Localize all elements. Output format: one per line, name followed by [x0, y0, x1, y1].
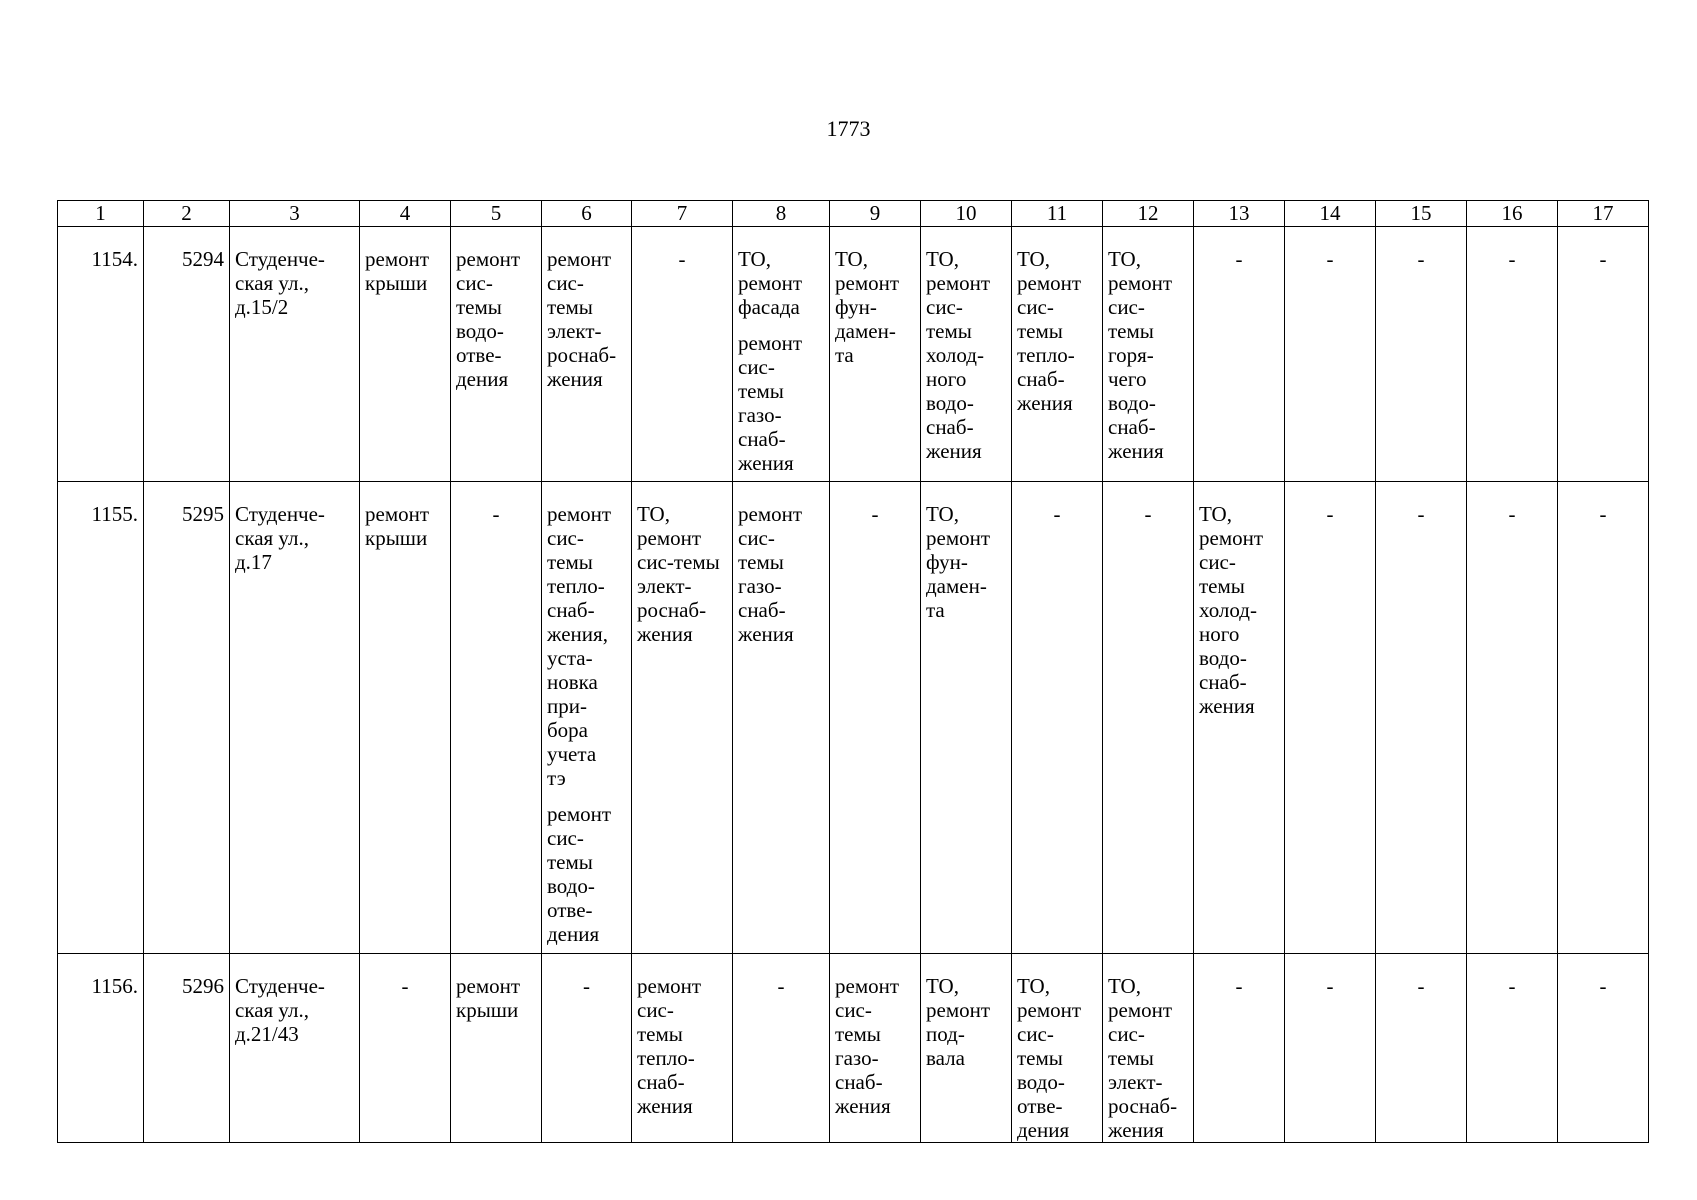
- column-header: 6: [542, 201, 632, 227]
- address-cell-text: Студенче- ская ул., д.15/2: [235, 247, 325, 319]
- work-cell-col-5: [451, 954, 542, 1143]
- work-text: ТО, ремонт сис- темы водо- отве- дения: [1017, 974, 1082, 1142]
- empty-dash: -: [1326, 502, 1334, 526]
- column-header: 15: [1376, 201, 1467, 227]
- object-code-cell-text: 5294: [182, 247, 224, 271]
- empty-dash: -: [1599, 247, 1607, 271]
- work-text: ТО, ремонт сис- темы холод- ного водо- снаб- жения: [1199, 502, 1264, 718]
- work-cell-col-6: [542, 954, 632, 1143]
- work-cell-col-17: [1558, 482, 1649, 954]
- work-cell-col-5: [451, 482, 542, 954]
- work-cell-col-7: [632, 954, 733, 1143]
- object-code-cell-text: 5295: [182, 502, 224, 526]
- column-header: 2: [144, 201, 230, 227]
- work-cell-col-4: [360, 227, 451, 482]
- column-header: 7: [632, 201, 733, 227]
- object-code-cell: [144, 482, 230, 954]
- work-text: ремонт сис- темы водо- отве- дения: [456, 247, 521, 391]
- row-number-cell: [58, 227, 144, 482]
- work-cell-col-6: [542, 482, 632, 954]
- work-cell-col-14: [1285, 954, 1376, 1143]
- address-cell: [230, 482, 360, 954]
- work-text: ТО, ремонт под- вала: [926, 974, 991, 1070]
- empty-dash: -: [1508, 974, 1516, 998]
- empty-dash: -: [1599, 974, 1607, 998]
- empty-dash: -: [492, 502, 500, 526]
- work-cell-col-9: [830, 227, 921, 482]
- empty-dash: -: [583, 974, 590, 998]
- empty-dash: -: [1417, 247, 1425, 271]
- column-header: 11: [1012, 201, 1103, 227]
- empty-dash: -: [1235, 974, 1243, 998]
- object-code-cell: [144, 954, 230, 1143]
- work-cell-col-10: [921, 227, 1012, 482]
- work-cell-col-16: [1467, 482, 1558, 954]
- work-text: ремонт сис- темы газо- снаб- жения: [835, 974, 900, 1118]
- work-text: ТО, ремонт сис- темы тепло- снаб- жения: [1017, 247, 1082, 415]
- work-text: ремонт сис- темы газо- снаб- жения: [738, 502, 803, 646]
- column-header: 16: [1467, 201, 1558, 227]
- work-cell-col-15: [1376, 227, 1467, 482]
- column-header: 12: [1103, 201, 1194, 227]
- column-number-row: [58, 201, 1649, 227]
- empty-dash: -: [1326, 247, 1334, 271]
- empty-dash: -: [777, 974, 785, 998]
- row-number-cell-text: 1156.: [91, 974, 138, 998]
- empty-dash: -: [1235, 247, 1243, 271]
- work-cell-col-5: [451, 227, 542, 482]
- column-header: 5: [451, 201, 542, 227]
- column-header: 1: [58, 201, 144, 227]
- work-text: ремонт крыши: [365, 247, 430, 295]
- work-cell-col-10: [921, 954, 1012, 1143]
- empty-dash: -: [678, 247, 686, 271]
- work-cell-col-13: [1194, 482, 1285, 954]
- address-cell: [230, 954, 360, 1143]
- empty-dash: -: [1144, 502, 1152, 526]
- work-text: ТО, ремонт фасада: [738, 247, 803, 319]
- column-header: 17: [1558, 201, 1649, 227]
- table-row: [58, 482, 1649, 954]
- work-text: ТО, ремонт фун- дамен- та: [835, 247, 900, 367]
- work-cell-col-12: [1103, 482, 1194, 954]
- column-header: 4: [360, 201, 451, 227]
- work-text: ремонт сис- темы водо- отве- дения: [547, 802, 612, 946]
- work-cell-col-9: [830, 482, 921, 954]
- column-header: 14: [1285, 201, 1376, 227]
- empty-dash: -: [1417, 502, 1425, 526]
- work-cell-col-11: [1012, 954, 1103, 1143]
- table-row: [58, 954, 1649, 1143]
- work-cell-col-6: [542, 227, 632, 482]
- work-text: ТО, ремонт сис- темы элект- роснаб- жения: [1108, 974, 1178, 1142]
- empty-dash: -: [1508, 247, 1516, 271]
- work-cell-col-14: [1285, 227, 1376, 482]
- work-cell-col-10: [921, 482, 1012, 954]
- column-header: 13: [1194, 201, 1285, 227]
- work-cell-col-12: [1103, 227, 1194, 482]
- work-text: ремонт сис- темы тепло- снаб- жения: [637, 974, 702, 1118]
- work-cell-col-17: [1558, 954, 1649, 1143]
- work-text: ТО, ремонт сис- темы горя- чего водо- снаб- жения: [1108, 247, 1173, 463]
- work-cell-col-15: [1376, 954, 1467, 1143]
- work-text: ремонт крыши: [456, 974, 521, 1022]
- work-cell-col-13: [1194, 227, 1285, 482]
- row-number-cell: [58, 482, 144, 954]
- empty-dash: -: [1326, 974, 1334, 998]
- work-text: ТО, ремонт сис- темы холод- ного водо- снаб- жения: [926, 247, 991, 463]
- empty-dash: -: [1417, 974, 1425, 998]
- work-text: ремонт сис- темы газо- снаб- жения: [738, 331, 803, 475]
- table-body: [58, 227, 1649, 1143]
- address-cell: [230, 227, 360, 482]
- column-header: 10: [921, 201, 1012, 227]
- work-cell-col-4: [360, 482, 451, 954]
- address-cell-text: Студенче- ская ул., д.21/43: [235, 974, 325, 1046]
- empty-dash: -: [1508, 502, 1516, 526]
- work-cell-col-16: [1467, 954, 1558, 1143]
- object-code-cell: [144, 227, 230, 482]
- work-cell-col-7: [632, 227, 733, 482]
- work-cell-col-9: [830, 954, 921, 1143]
- work-cell-col-8: [733, 227, 830, 482]
- work-cell-col-11: [1012, 227, 1103, 482]
- page-number: 1773: [826, 116, 871, 141]
- work-text: ремонт сис- темы тепло- снаб- жения, уста- новка при- бора учета тэ: [547, 502, 612, 790]
- work-cell-col-16: [1467, 227, 1558, 482]
- object-code-cell-text: 5296: [182, 974, 224, 998]
- work-cell-col-15: [1376, 482, 1467, 954]
- work-cell-col-11: [1012, 482, 1103, 954]
- work-text: ремонт крыши: [365, 502, 430, 550]
- work-text: ремонт сис- темы элект- роснаб- жения: [547, 247, 617, 391]
- column-header: 3: [230, 201, 360, 227]
- work-cell-col-13: [1194, 954, 1285, 1143]
- work-cell-col-17: [1558, 227, 1649, 482]
- work-cell-col-14: [1285, 482, 1376, 954]
- empty-dash: -: [871, 502, 879, 526]
- work-text: ТО, ремонт сис-темы элект- роснаб- жения: [637, 502, 720, 646]
- work-text: ТО, ремонт фун- дамен- та: [926, 502, 991, 622]
- work-cell-col-4: [360, 954, 451, 1143]
- work-cell-col-7: [632, 482, 733, 954]
- table-row: [58, 227, 1649, 482]
- row-number-cell: [58, 954, 144, 1143]
- address-cell-text: Студенче- ская ул., д.17: [235, 502, 325, 574]
- row-number-cell-text: 1155.: [91, 502, 138, 526]
- work-cell-col-8: [733, 482, 830, 954]
- works-table: [57, 200, 1649, 1143]
- work-cell-col-8: [733, 954, 830, 1143]
- empty-dash: -: [401, 974, 409, 998]
- column-header: 8: [733, 201, 830, 227]
- empty-dash: -: [1599, 502, 1607, 526]
- row-number-cell-text: 1154.: [91, 247, 138, 271]
- column-header: 9: [830, 201, 921, 227]
- work-cell-col-12: [1103, 954, 1194, 1143]
- empty-dash: -: [1053, 502, 1061, 526]
